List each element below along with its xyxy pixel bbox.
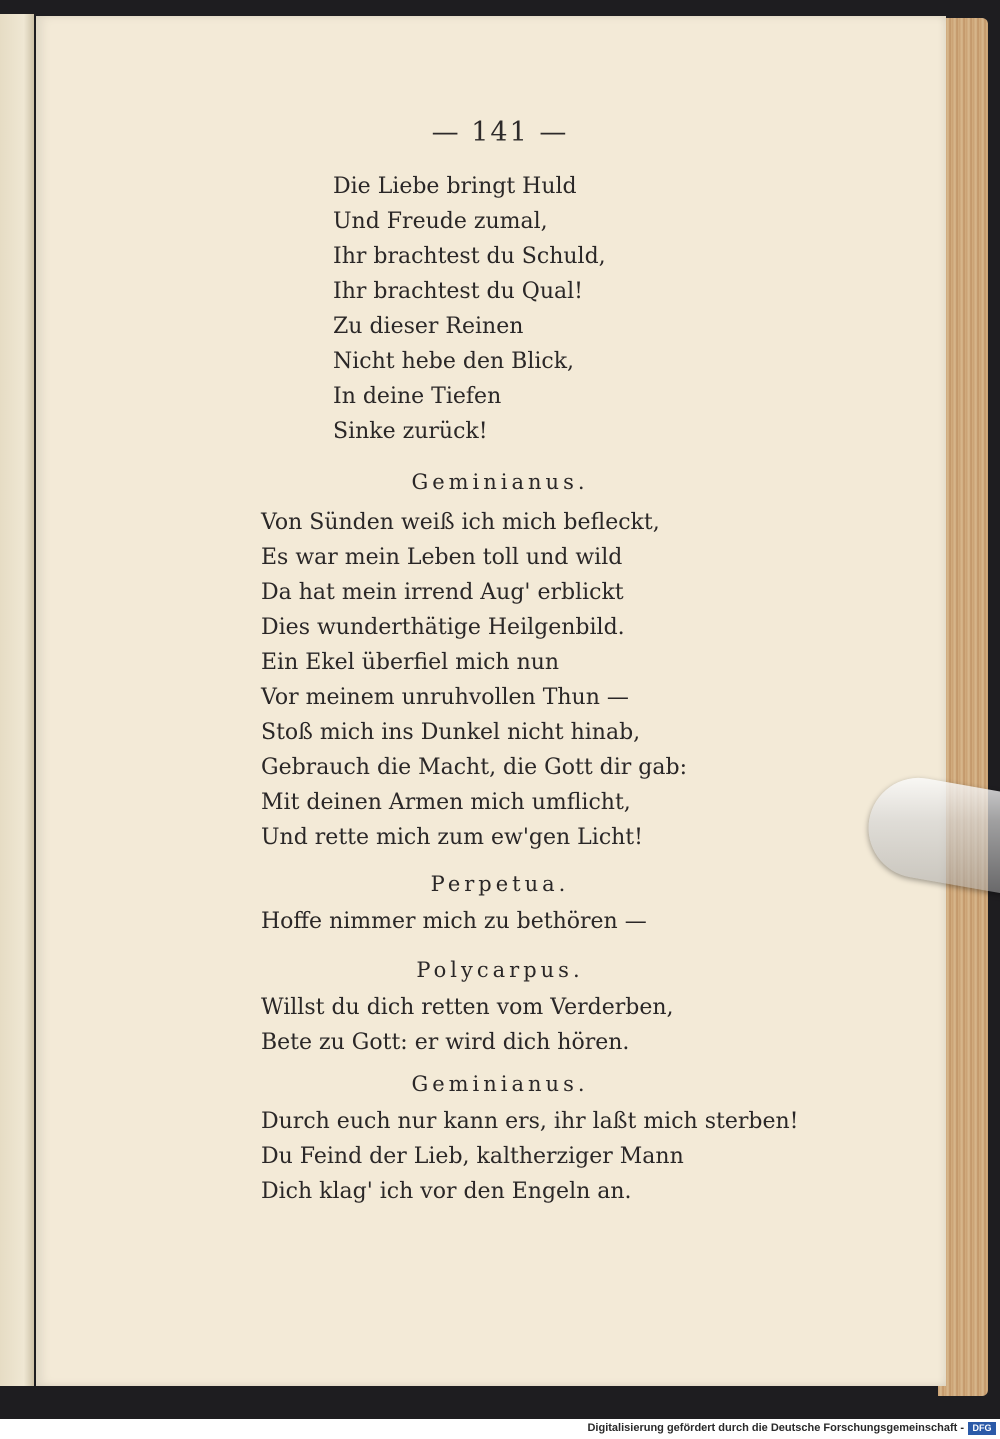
- verse-line: Willst du dich retten vom Verderben,: [261, 995, 674, 1020]
- page-number: — 141 —: [431, 117, 569, 148]
- speaker-name: Geminianus.: [411, 1072, 589, 1096]
- verse-line: Ihr brachtest du Schuld,: [333, 244, 606, 269]
- verse-line: Und Freude zumal,: [333, 209, 548, 234]
- verse-line: Es war mein Leben toll und wild: [261, 545, 623, 570]
- verse-line: Nicht hebe den Blick,: [333, 349, 575, 374]
- verse-line: Hoffe nimmer mich zu bethören —: [261, 909, 647, 934]
- verse-line: Dich klag' ich vor den Engeln an.: [261, 1179, 632, 1204]
- verse-line: Ihr brachtest du Qual!: [333, 279, 584, 304]
- verse-line: Dies wunderthätige Heilgenbild.: [261, 615, 625, 640]
- speaker-name: Geminianus.: [411, 470, 589, 494]
- verse-line: Die Liebe bringt Huld: [333, 174, 577, 199]
- previous-page-edge: [0, 14, 34, 1386]
- stanza-1: [333, 169, 606, 449]
- stanza-2: [261, 505, 687, 855]
- speaker-name: Polycarpus.: [416, 958, 584, 982]
- verse-line: Und rette mich zum ew'gen Licht!: [261, 825, 643, 850]
- speaker-name: Perpetua.: [430, 872, 570, 896]
- verse-line: Sinke zurück!: [333, 419, 488, 444]
- verse-line: Da hat mein irrend Aug' erblickt: [261, 580, 624, 605]
- stanza-3: [261, 904, 647, 939]
- verse-line: Zu dieser Reinen: [333, 314, 524, 339]
- verse-line: In deine Tiefen: [333, 384, 502, 409]
- verse-line: Gebrauch die Macht, die Gott dir gab:: [261, 755, 688, 780]
- verse-line: Stoß mich ins Dunkel nicht hinab,: [261, 720, 641, 745]
- verse-line: Vor meinem unruhvollen Thun —: [261, 685, 629, 710]
- dfg-logo: DFG: [968, 1422, 996, 1435]
- stanza-5: [261, 1104, 798, 1209]
- verse-line: Ein Ekel überfiel mich nun: [261, 650, 560, 675]
- verse-line: Bete zu Gott: er wird dich hören.: [261, 1030, 630, 1055]
- verse-line: Durch euch nur kann ers, ihr laßt mich sterben!: [261, 1109, 799, 1134]
- verse-line: Du Feind der Lieb, kaltherziger Mann: [261, 1144, 684, 1169]
- funding-credit: Digitalisierung gefördert durch die Deutsche Forschungsgemeinschaft -: [587, 1422, 964, 1434]
- stanza-4: [261, 990, 674, 1060]
- verse-line: Von Sünden weiß ich mich befleckt,: [261, 510, 660, 535]
- verse-line: Mit deinen Armen mich umflicht,: [261, 790, 631, 815]
- footer-bar: [0, 1419, 1000, 1439]
